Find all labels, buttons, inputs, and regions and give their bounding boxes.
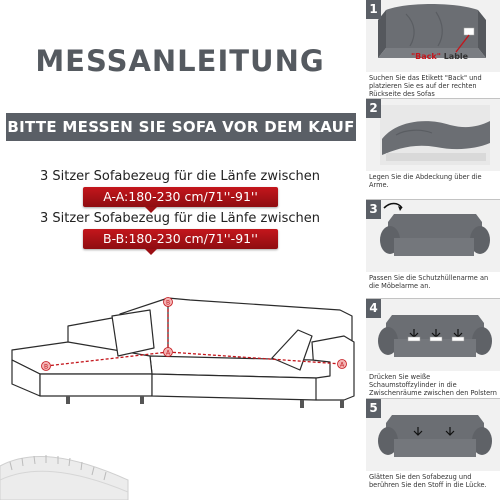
svg-text:B: B	[43, 363, 49, 371]
marker-a-right	[338, 360, 347, 369]
badge-pointer	[145, 249, 157, 255]
marker-a-left	[164, 348, 173, 357]
step-2-photo	[366, 99, 500, 171]
back-label-suffix: Lable	[440, 52, 469, 61]
pillow-left	[112, 310, 154, 356]
sofa-leg	[340, 400, 344, 408]
step-3-photo	[366, 200, 500, 272]
step-3-caption: Passen Sie die Schutzhüllenarme an die Möbelarme an.	[369, 274, 489, 290]
step-5-caption: Glätten Sie den Sofabezug und berühren Sie den Stoff in die Lücke.	[369, 473, 487, 489]
steps-column	[366, 0, 500, 500]
step-1-number: 1	[366, 0, 381, 19]
measure-a-badge	[83, 187, 278, 207]
chaise-front	[40, 374, 152, 396]
svg-text:A: A	[165, 349, 171, 357]
measure-b-range: B-B:180-230 cm/71''-91''	[103, 231, 258, 246]
measure-b-text: 3 Sitzer Sofabezeug für die Länfe zwischen	[39, 211, 320, 226]
step-5-photo	[366, 399, 500, 471]
back-label-callout	[411, 52, 468, 61]
step-3-number: 3	[366, 200, 381, 219]
measuring-tape-icon	[0, 440, 130, 500]
page-title: MESSANLEITUNG	[35, 44, 325, 78]
main-front	[152, 374, 316, 400]
step-1-caption: Suchen Sie das Etikett "Back" und platzieren Sie es auf der rechten Rückseite des Sofas	[369, 74, 482, 98]
back-label-word: "Back"	[411, 52, 441, 61]
instruction-banner: BITTE MESSEN SIE SOFA VOR DEM KAUF	[6, 113, 356, 141]
step-4-number: 4	[366, 299, 381, 318]
svg-text:A: A	[339, 361, 345, 369]
marker-b-top	[164, 298, 173, 307]
step-5-number: 5	[366, 399, 381, 418]
step-2-number: 2	[366, 99, 381, 118]
sectional-sofa-diagram	[0, 288, 362, 438]
svg-text:B: B	[165, 299, 171, 307]
step-1-photo	[366, 0, 500, 72]
step-4-caption: Drücken Sie weiße Schaumstoffzylinder in die Zwischenräume zwischen den Polstern	[369, 373, 497, 397]
sofa-leg	[66, 396, 70, 404]
step-4-photo	[366, 299, 500, 371]
measure-a-range: A-A:180-230 cm/71''-91''	[103, 189, 258, 204]
step-2-caption: Legen Sie die Abdeckung über die Arme.	[369, 173, 482, 189]
measure-a-text: 3 Sitzer Sofabezeug für die Länfe zwischen	[39, 169, 320, 184]
sofa-leg	[140, 396, 144, 404]
measure-b-badge	[83, 229, 278, 249]
sofa-leg	[300, 400, 304, 408]
marker-b-left	[42, 362, 51, 371]
